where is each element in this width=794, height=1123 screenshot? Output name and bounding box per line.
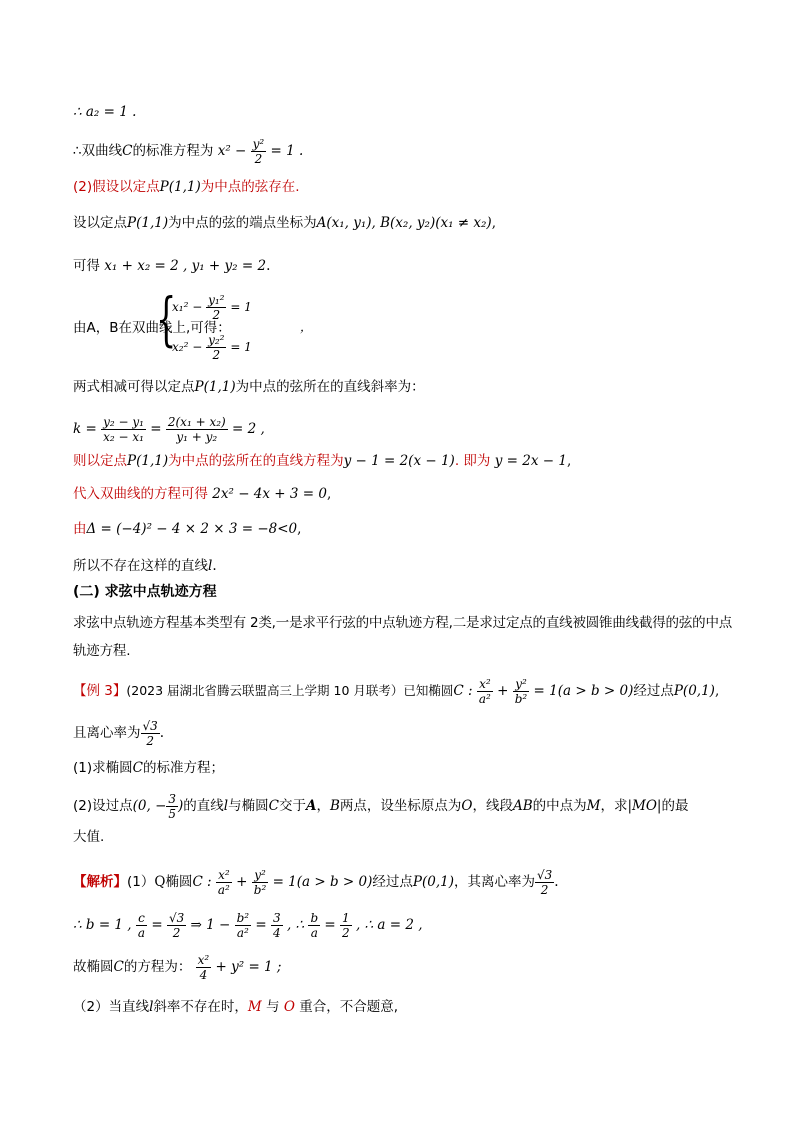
den: 2 (540, 883, 549, 897)
text: ，求 (600, 798, 628, 814)
text: (2)假设以定点 (73, 179, 160, 195)
text: ， (316, 798, 330, 814)
point-p: P(0,1) (412, 874, 454, 890)
example-tag: 【例 3】 (73, 683, 127, 699)
line-line-equation (73, 451, 734, 471)
math-l: l (149, 999, 154, 1015)
text: 由A，B在双曲线上,可得： (73, 320, 231, 336)
fraction (136, 911, 147, 940)
math: = (147, 917, 167, 933)
text: ∴双曲线 (73, 143, 123, 159)
solution-line-1 (73, 867, 734, 897)
example-line-1 (73, 676, 734, 706)
line-endpoints (73, 213, 734, 233)
fraction (340, 911, 352, 940)
text: (1)求椭圆 (73, 760, 133, 776)
text: 的标准方程为 (132, 143, 214, 159)
math: x₁² − (172, 300, 207, 314)
text: 重合，不合题意, (294, 999, 399, 1015)
text: 的中点为 (532, 798, 587, 814)
point-p: P(1,1) (127, 453, 169, 469)
num: y² (252, 868, 269, 883)
math-ab: AB (512, 798, 533, 814)
num: 1 (342, 911, 350, 925)
system-comma (300, 318, 312, 335)
text: 可得 (73, 258, 100, 274)
line-hyperbola-equation (73, 137, 734, 166)
math-mo: |MO| (627, 798, 662, 814)
solution-line-3 (73, 952, 734, 982)
den: a (310, 926, 318, 940)
text: 为中点的弦存在. (200, 179, 300, 195)
math-m: M (586, 798, 601, 814)
point-p: P(1,1) (159, 179, 201, 195)
text: 则以定点 (73, 453, 127, 469)
fraction (252, 868, 269, 897)
text: 与 (261, 999, 284, 1015)
den: 5 (168, 807, 177, 821)
fraction (271, 911, 283, 940)
question-2 (73, 790, 734, 822)
math: , ∴ a = 2 , (351, 917, 423, 933)
text: 故椭圆 (73, 959, 114, 975)
line-subtract (73, 377, 734, 397)
text: 求弦中点轨迹方程基本类型有 2类,一是求平行弦的中点轨迹方程,二是求过定点的直线被圆锥曲线截得的弦的中点轨迹方程. (73, 615, 733, 659)
text: 为中点的弦所在的直线斜率为： (235, 379, 425, 395)
question-2-cont (73, 827, 734, 847)
fraction (101, 415, 146, 444)
num: √3 (536, 868, 553, 882)
num: b (310, 911, 319, 925)
fraction (251, 137, 267, 166)
fraction (477, 677, 493, 706)
den: x₂ − x₁ (103, 430, 144, 444)
text: （2）当直线 (73, 999, 150, 1015)
num: 3 (168, 792, 177, 806)
fraction (166, 415, 228, 444)
num: y₁² (208, 293, 225, 307)
math: + (231, 874, 252, 890)
fraction (535, 868, 554, 897)
example-line-2 (73, 717, 734, 749)
math-o: O (283, 999, 295, 1015)
text: (1） (127, 874, 155, 890)
fraction (235, 911, 252, 940)
text: , (491, 215, 496, 231)
num: x² (216, 868, 232, 883)
text: , (297, 521, 302, 537)
text: (2)设过点 (73, 798, 133, 814)
math: = (145, 421, 166, 437)
text: 与椭圆 (228, 798, 269, 814)
point-p: P(0,1) (673, 683, 715, 699)
num: 2(x₁ + x₂) (167, 415, 226, 429)
den: 2 (342, 926, 350, 940)
den: b² (253, 883, 267, 897)
fraction (141, 719, 160, 748)
den: a² (217, 883, 230, 897)
line-conclusion (73, 556, 734, 576)
den: 2 (172, 926, 181, 940)
math: (0, − (132, 798, 167, 814)
text: 经过点 (633, 683, 674, 699)
math: ∴ b = 1 , (73, 917, 132, 933)
math-a2: ∴ a₂ = 1 . (73, 104, 137, 120)
math: Δ = (−4)² − 4 × 2 × 3 = −8<0 (86, 521, 298, 537)
text: 椭圆 (165, 874, 193, 890)
math-c: C (122, 143, 133, 159)
num: x² (477, 677, 493, 692)
math: A(x₁, y₁), B(x₂, y₂)(x₁ ≠ x₂) (316, 215, 492, 231)
text: 的最 (661, 798, 689, 814)
math: ) (178, 798, 184, 814)
text: , (566, 453, 572, 469)
fraction (308, 911, 320, 940)
math: = 1 (230, 300, 252, 314)
fraction (513, 677, 530, 706)
math: 2x² − 4x + 3 = 0 (212, 486, 327, 502)
math: = 2 , (227, 421, 265, 437)
den: 4 (199, 968, 208, 982)
num: y² (252, 137, 265, 151)
text: , (326, 486, 332, 502)
text: ， (300, 320, 313, 334)
math: x₁ + x₂ = 2 , y₁ + y₂ = 2 (104, 258, 267, 274)
brace-icon: { (156, 285, 177, 353)
math-c: C (268, 798, 279, 814)
math: y − 1 = 2(x − 1) (343, 453, 455, 469)
math: = 1 . (270, 143, 304, 159)
text: 的方程为： (123, 959, 192, 975)
math: k = (73, 421, 102, 437)
den: 2 (212, 308, 221, 322)
text: 且离心率为 (73, 725, 141, 741)
section-heading (73, 582, 734, 602)
num: y² (513, 677, 530, 692)
fraction (196, 953, 212, 982)
math: = 1(a > b > 0) (268, 874, 373, 890)
paragraph-types (73, 609, 734, 665)
num: √3 (168, 911, 185, 925)
fraction (166, 792, 178, 821)
fraction (167, 911, 186, 940)
math: C : (192, 874, 216, 890)
text: , (714, 683, 720, 699)
num: √3 (142, 719, 158, 733)
math: x₂² − (172, 340, 207, 354)
text: . (554, 874, 559, 890)
text: 由 (73, 521, 87, 537)
text: . (212, 558, 217, 574)
math: C : (453, 683, 477, 699)
math-l: l (208, 558, 213, 574)
text: 所以不存在这样的直线 (73, 558, 208, 574)
line-discriminant (73, 519, 734, 539)
point-p: P(1,1) (127, 215, 169, 231)
solution-line-4 (73, 997, 734, 1017)
text: 大值. (73, 829, 105, 845)
den: b² (514, 692, 528, 706)
den: a² (478, 692, 491, 706)
math-b: B (329, 798, 340, 814)
text: ，线段 (472, 798, 513, 814)
heading-text: (二) 求弦中点轨迹方程 (73, 584, 217, 600)
den: 2 (212, 348, 221, 362)
num: 3 (273, 911, 281, 925)
fraction (206, 293, 226, 322)
line-a2 (73, 102, 734, 122)
num: y₂² (208, 333, 225, 347)
text: 斜率不存在时， (153, 999, 248, 1015)
text: 两点，设坐标原点为 (339, 798, 462, 814)
math: = (320, 917, 341, 933)
line-slope (73, 412, 734, 446)
math-c: C (113, 959, 124, 975)
den: a (137, 926, 146, 940)
text: 的标准方程； (142, 760, 224, 776)
text: 交于 (278, 798, 306, 814)
math: = (251, 917, 272, 933)
math: y = 2x − 1 (494, 453, 567, 469)
num: x² (197, 953, 210, 967)
fraction (216, 868, 232, 897)
math: = 1(a > b > 0) (529, 683, 634, 699)
den: y₁ + y₂ (176, 430, 218, 444)
line-substitute (73, 484, 734, 504)
question-1 (73, 758, 734, 778)
math: + (492, 683, 513, 699)
math-l: l (223, 798, 229, 814)
system-eq-1 (172, 293, 252, 322)
text: . 即为 (454, 453, 491, 469)
num: b² (236, 911, 250, 925)
point-p: P(1,1) (194, 379, 236, 395)
math: , ∴ (282, 917, 309, 933)
math: + y² = 1 ; (211, 959, 282, 975)
math-o: O (461, 798, 473, 814)
den: 4 (273, 926, 281, 940)
math-c: C (132, 760, 143, 776)
line-sums (73, 256, 734, 276)
math: ⇒ 1 − (186, 917, 235, 933)
num: y₂ − y₁ (103, 415, 144, 429)
math-a: A (305, 798, 317, 814)
solution-tag: 【解析】 (73, 874, 127, 890)
text: 的直线 (183, 798, 224, 814)
text: Q (154, 874, 166, 890)
text: 为中点的弦所在的直线方程为 (168, 453, 344, 469)
text: ，其离心率为 (453, 874, 535, 890)
text: . (159, 725, 165, 741)
line-assumption (73, 177, 734, 197)
text: 两式相减可得以定点 (73, 379, 195, 395)
math-m: M (247, 999, 262, 1015)
num: c (136, 911, 147, 926)
math: = 1 (230, 340, 252, 354)
text: 为中点的弦的端点坐标为 (168, 215, 317, 231)
den: 2 (254, 152, 263, 166)
solution-line-2 (73, 910, 734, 940)
text: 经过点 (372, 874, 413, 890)
fraction (206, 333, 226, 362)
text: (2023 届湖北省腾云联盟高三上学期 10 月联考）已知椭圆 (126, 683, 454, 698)
text: 代入双曲线的方程可得 (73, 486, 208, 502)
math: x² − (217, 143, 251, 159)
den: a² (236, 926, 249, 940)
den: 2 (146, 734, 154, 748)
text: 设以定点 (73, 215, 127, 231)
system-eq-2 (172, 333, 252, 362)
text: . (266, 258, 271, 274)
